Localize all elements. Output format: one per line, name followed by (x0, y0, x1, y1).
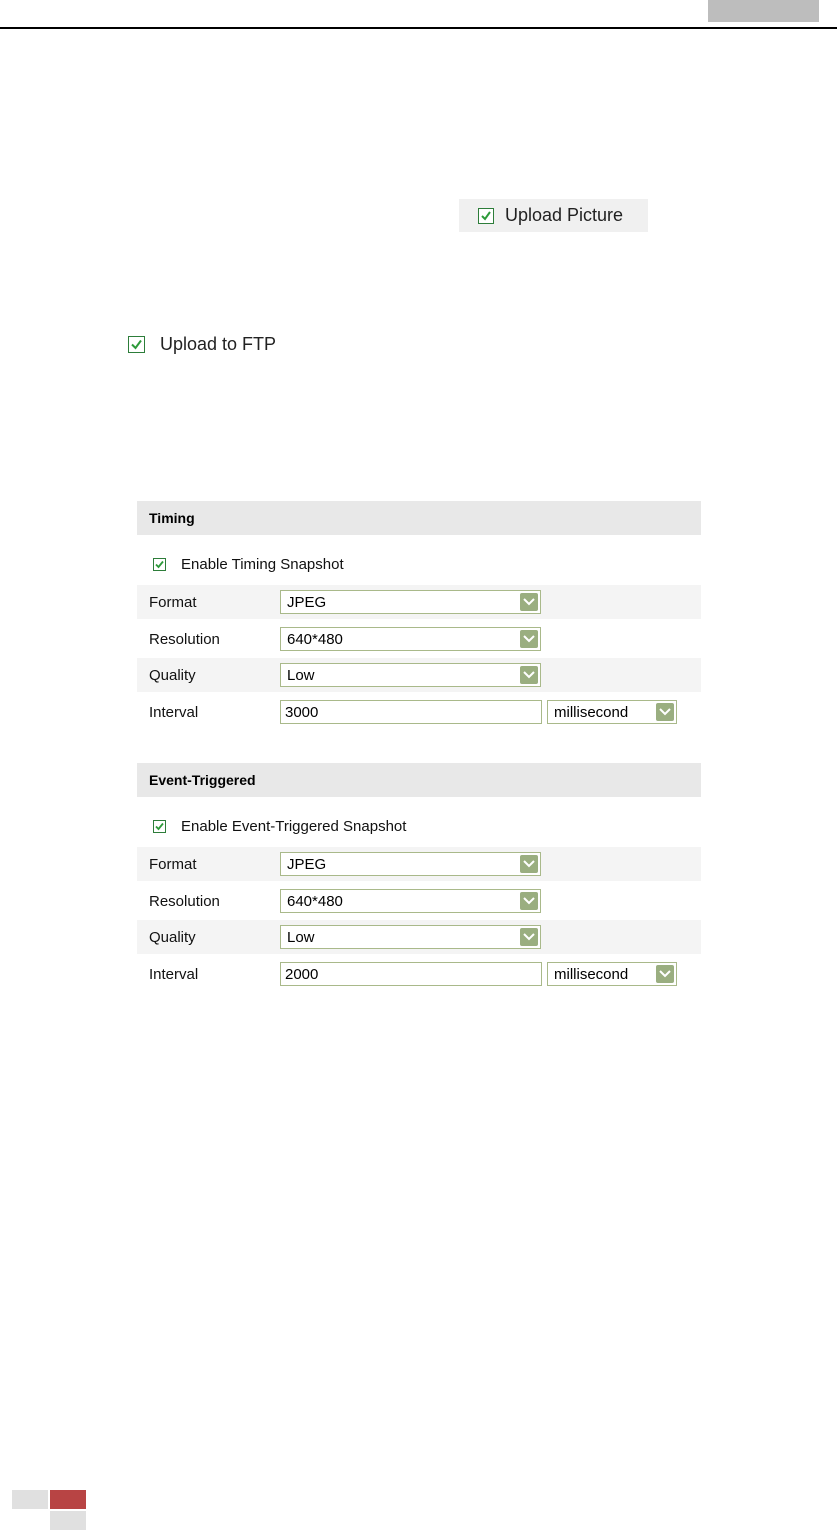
timing-enable-row[interactable] (153, 556, 344, 573)
timing-format-select[interactable] (280, 590, 541, 614)
event-resolution-row (137, 884, 701, 918)
timing-section-header: Timing (137, 501, 701, 535)
timing-format-row (137, 585, 701, 619)
timing-enable-checkbox[interactable] (153, 558, 166, 571)
event-format-select[interactable] (280, 852, 541, 876)
event-format-row (137, 847, 701, 881)
event-enable-checkbox[interactable] (153, 820, 166, 833)
event-section-header: Event-Triggered (137, 763, 701, 797)
timing-format-value: JPEG (287, 593, 327, 611)
timing-quality-row (137, 658, 701, 692)
timing-quality-select[interactable] (280, 663, 541, 687)
event-quality-row (137, 920, 701, 954)
event-quality-value: Low (287, 928, 315, 946)
chevron-down-icon[interactable] (656, 703, 674, 721)
upload-picture-option[interactable] (459, 199, 648, 232)
event-format-label: Format (149, 855, 197, 873)
event-interval-row (137, 957, 701, 991)
event-interval-unit-select[interactable] (547, 962, 677, 986)
upload-picture-label: Upload Picture (505, 205, 624, 225)
event-enable-row[interactable] (153, 818, 406, 835)
chevron-down-icon[interactable] (520, 593, 538, 611)
timing-resolution-label: Resolution (149, 630, 220, 648)
footer-block-gray (12, 1490, 48, 1509)
timing-resolution-value: 640*480 (287, 630, 343, 648)
event-enable-label: Enable Event-Triggered Snapshot (181, 818, 407, 835)
event-format-value: JPEG (287, 855, 327, 873)
chevron-down-icon[interactable] (520, 630, 538, 648)
timing-resolution-row (137, 622, 701, 656)
checkmark-icon (154, 821, 165, 832)
chevron-down-icon[interactable] (656, 965, 674, 983)
event-resolution-value: 640*480 (287, 892, 343, 910)
timing-interval-unit-value: millisecond (554, 703, 629, 721)
header-tab (708, 0, 819, 22)
event-interval-input[interactable]: 2000 (280, 962, 542, 986)
chevron-down-icon[interactable] (520, 928, 538, 946)
timing-interval-input[interactable]: 3000 (280, 700, 542, 724)
upload-picture-checkbox[interactable] (478, 208, 494, 224)
footer-block-red (50, 1490, 86, 1509)
event-quality-select[interactable] (280, 925, 541, 949)
timing-format-label: Format (149, 593, 197, 611)
header-rule (0, 27, 837, 29)
upload-ftp-option[interactable] (128, 334, 276, 355)
chevron-down-icon[interactable] (520, 892, 538, 910)
timing-resolution-select[interactable] (280, 627, 541, 651)
timing-interval-unit-select[interactable] (547, 700, 677, 724)
chevron-down-icon[interactable] (520, 666, 538, 684)
timing-quality-value: Low (287, 666, 315, 684)
event-interval-label: Interval (149, 965, 199, 983)
timing-interval-row (137, 695, 701, 729)
timing-interval-label: Interval (149, 703, 199, 721)
timing-enable-label: Enable Timing Snapshot (181, 556, 344, 573)
event-resolution-label: Resolution (149, 892, 220, 910)
checkmark-icon (129, 337, 144, 352)
upload-ftp-label: Upload to FTP (160, 334, 277, 354)
checkmark-icon (479, 209, 493, 223)
upload-ftp-checkbox[interactable] (128, 336, 145, 353)
event-resolution-select[interactable] (280, 889, 541, 913)
event-interval-unit-value: millisecond (554, 965, 629, 983)
checkmark-icon (154, 559, 165, 570)
timing-quality-label: Quality (149, 666, 196, 684)
event-quality-label: Quality (149, 928, 196, 946)
chevron-down-icon[interactable] (520, 855, 538, 873)
footer-block-gray-lower (50, 1511, 86, 1530)
